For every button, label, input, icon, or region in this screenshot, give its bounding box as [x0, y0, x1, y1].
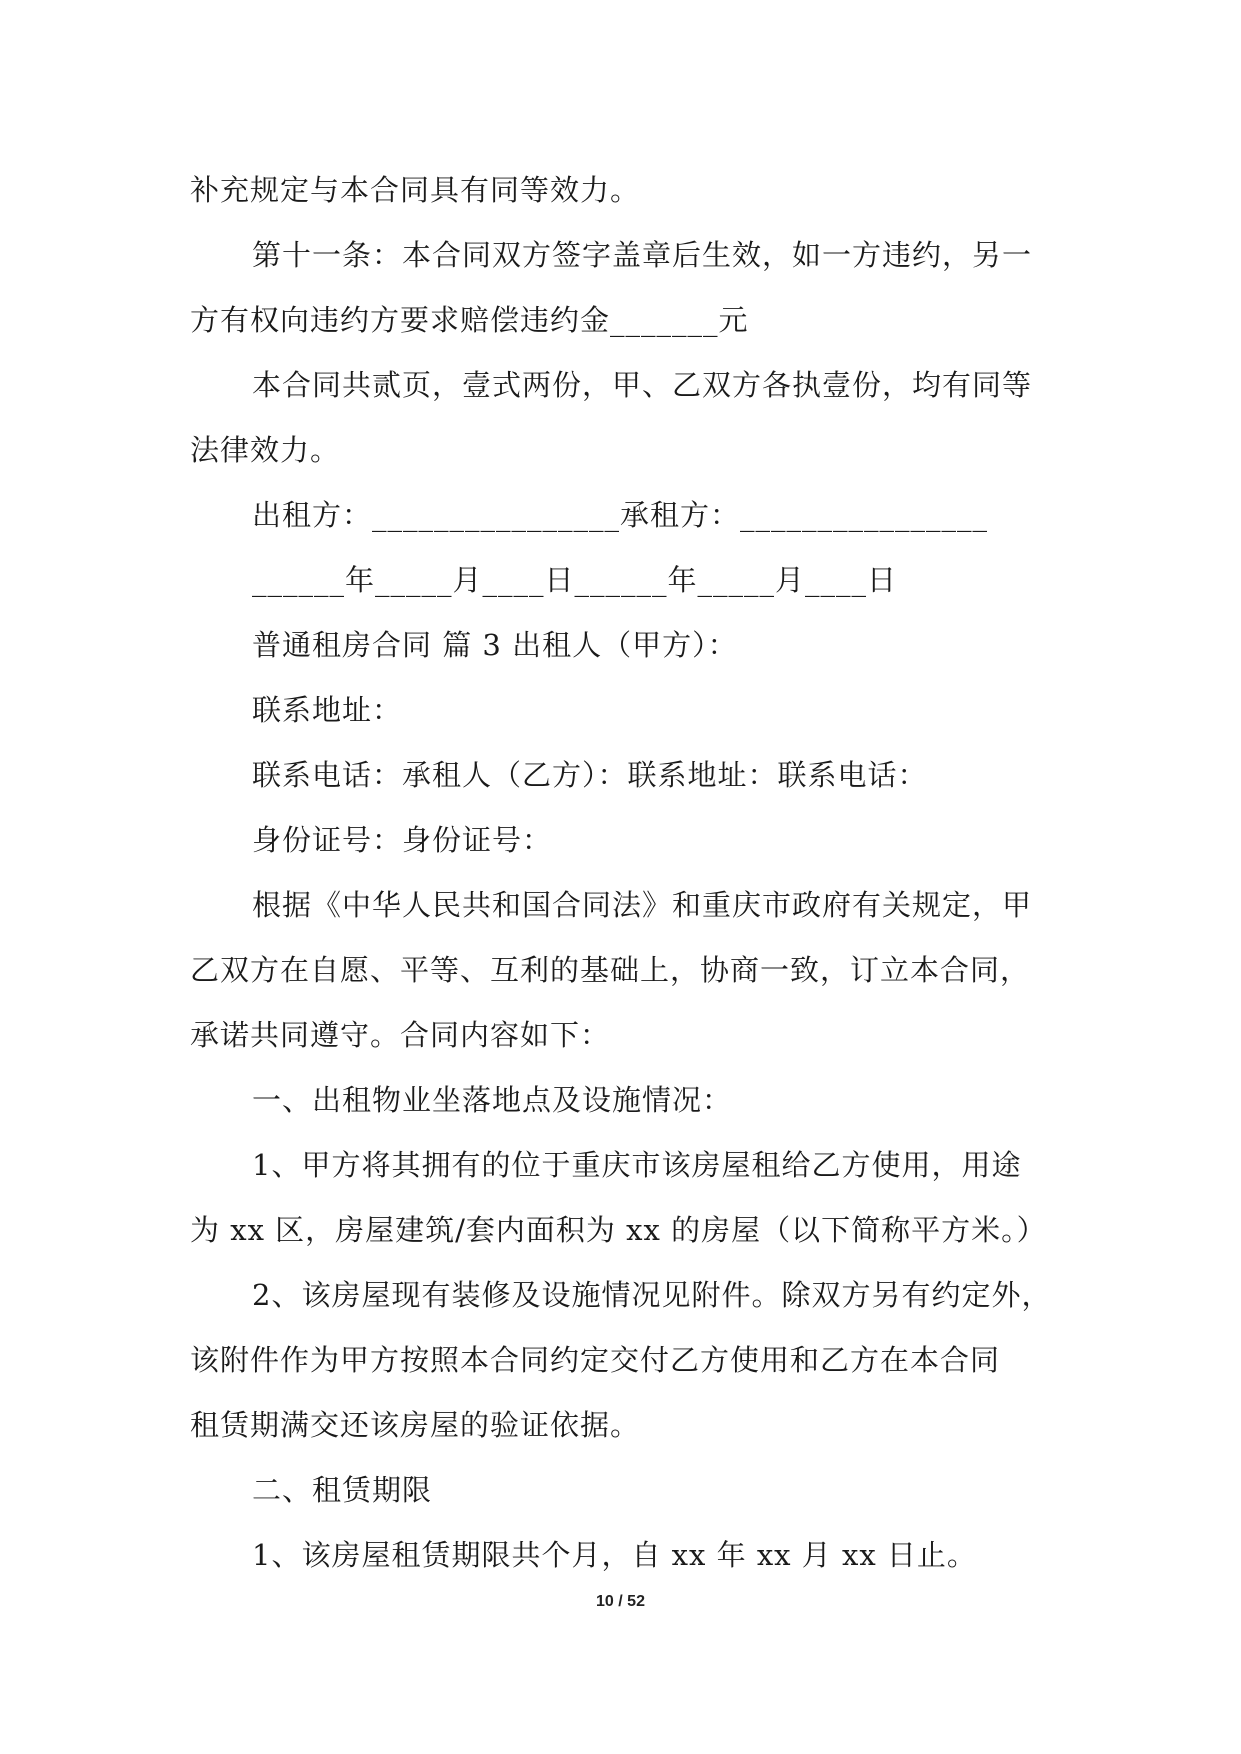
text-line: 法律效力。 — [190, 433, 341, 467]
date-line: ______年_____月____日______年_____月____日 — [252, 563, 898, 597]
text-line: 1、该房屋租赁期限共个月，自 xx 年 xx 月 xx 日止。 — [252, 1538, 977, 1572]
signature-line: 出租方：________________承租方：________________ — [252, 498, 989, 532]
document-body — [190, 158, 1065, 1588]
text-line: 根据《中华人民共和国合同法》和重庆市政府有关规定，甲 — [252, 888, 1033, 922]
text-line: 承诺共同遵守。合同内容如下： — [190, 1018, 611, 1052]
text-line: 联系地址： — [252, 693, 403, 727]
text-line: 乙双方在自愿、平等、互利的基础上，协商一致，订立本合同， — [190, 953, 1031, 987]
text-line: 第十一条：本合同双方签字盖章后生效，如一方违约，另一 — [252, 238, 1033, 272]
clause-heading: 一、出租物业坐落地点及设施情况： — [252, 1083, 733, 1117]
text-line: 本合同共贰页，壹式两份，甲、乙双方各执壹份，均有同等 — [252, 368, 1033, 402]
text-line: 为 xx 区，房屋建筑/套内面积为 xx 的房屋（以下简称平方米。） — [190, 1213, 1047, 1247]
text-line: 2、该房屋现有装修及设施情况见附件。除双方另有约定外， — [252, 1278, 1052, 1312]
text-line: 补充规定与本合同具有同等效力。 — [190, 173, 641, 207]
page-number: 10 / 52 — [596, 1593, 645, 1610]
text-line: 联系电话：承租人（乙方）：联系地址：联系电话： — [252, 758, 928, 792]
text-line: 租赁期满交还该房屋的验证依据。 — [190, 1408, 641, 1442]
text-line: 1、甲方将其拥有的位于重庆市该房屋租给乙方使用，用途 — [252, 1148, 1022, 1182]
text-line: 方有权向违约方要求赔偿违约金_______元 — [190, 303, 749, 337]
section-heading: 普通租房合同 篇 3 出租人（甲方）： — [252, 628, 738, 662]
text-line: 身份证号：身份证号： — [252, 823, 553, 857]
clause-heading: 二、租赁期限 — [252, 1473, 433, 1507]
text-line: 该附件作为甲方按照本合同约定交付乙方使用和乙方在本合同 — [190, 1343, 1001, 1377]
